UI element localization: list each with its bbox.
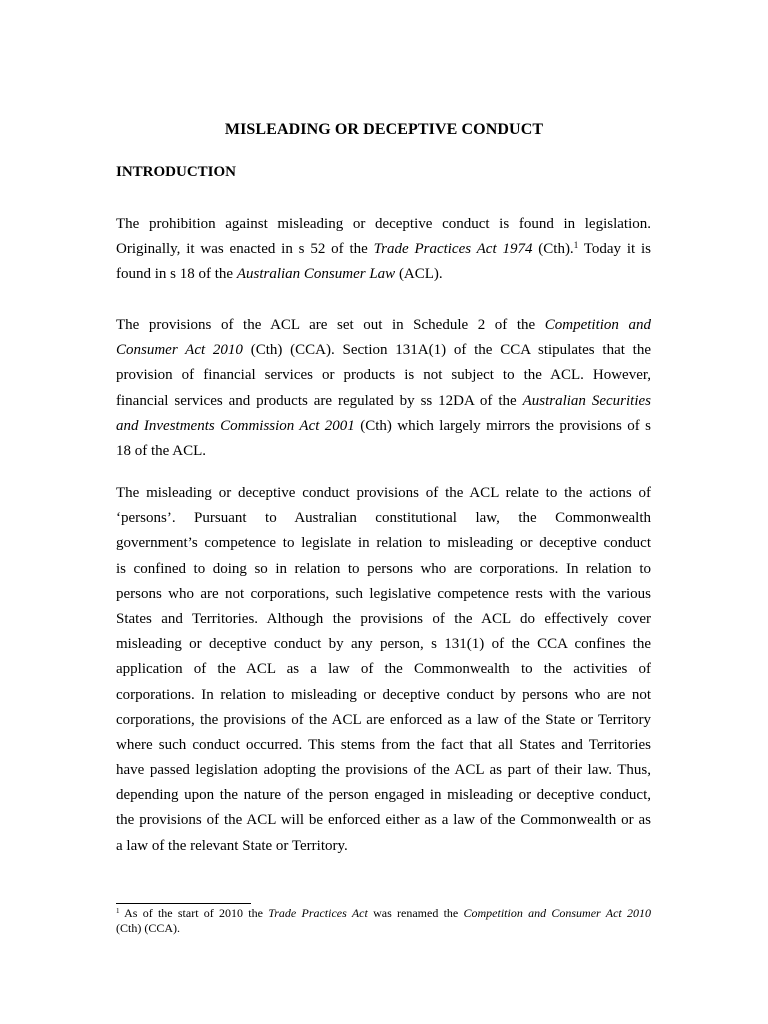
paragraph-3-line: corporations, the provisions of the ACL are enforced as a law of the State or Territory <box>116 711 651 728</box>
act-citation: Consumer Act 2010 <box>116 342 243 359</box>
paragraph-3-line: ‘persons’. Pursuant to Australian constitutional law, the Commonwealth <box>116 510 651 527</box>
footnote-line-1: $^1$ As of the start of 2010 the Trade Practices Act was renamed the Competition and Consumer Act 2010 <box>116 906 651 920</box>
paragraph-3-line: The misleading or deceptive conduct provisions of the ACL relate to the actions of <box>116 485 651 501</box>
act-citation: Trade Practices Act <box>268 906 368 920</box>
act-citation: Trade Practices Act 1974 <box>373 241 533 258</box>
paragraph-2-line-1: The provisions of the ACL are set out in Schedule 2 of the Competition and <box>116 317 651 333</box>
paragraph-2-line-3: provision of financial services or products is not subject to the ACL. However, <box>116 367 651 384</box>
section-heading: INTRODUCTION <box>116 164 237 180</box>
paragraph-3-line: misleading or deceptive conduct by any person, s 131(1) of the CCA confines the <box>116 636 651 653</box>
paragraph-3-line: have passed legislation adopting the provisions of the ACL as part of their law. Thus, <box>116 762 651 779</box>
paragraph-3-line: corporations. In relation to misleading or deceptive conduct by persons who are not <box>116 686 651 703</box>
paragraph-3-line: application of the ACL as a law of the Commonwealth to the activities of <box>116 661 651 678</box>
footnote-line-2: (Cth) (CCA). <box>116 921 180 935</box>
page-title: MISLEADING OR DECEPTIVE CONDUCT <box>224 121 544 138</box>
paragraph-3 <box>116 481 651 859</box>
act-citation: Australian Consumer Law <box>236 266 396 283</box>
paragraph-1-line-1: The prohibition against misleading or deceptive conduct is found in legislation. <box>116 216 651 232</box>
paragraph-1-line-2: Originally, it was enacted in s 52 of the Trade Practices Act 1974 (Cth).$^1$ Today it is <box>116 240 651 258</box>
paragraph-1 <box>116 212 651 288</box>
paragraph-3-line: depending upon the nature of the person engaged in misleading or deceptive conduct, <box>116 787 651 804</box>
act-citation: and Investments Commission Act 2001 <box>116 417 355 434</box>
paragraph-3-line: a law of the relevant State or Territory. <box>116 837 348 854</box>
paragraph-2-line-4: financial services and products are regulated by ss 12DA of the Australian Securities <box>116 392 651 409</box>
paragraph-3-line: the provisions of the ACL will be enforced either as a law of the Commonwealth or as <box>116 812 651 829</box>
paragraph-3-line: persons who are not corporations, such legislative competence rests with the various <box>116 585 651 602</box>
paragraph-1-line-3: found in s 18 of the Australian Consumer Law (ACL). <box>116 266 443 283</box>
paragraph-2 <box>116 313 651 464</box>
act-citation: Australian Securities <box>522 392 651 409</box>
act-citation: Competition and <box>544 317 651 333</box>
footnote-divider <box>116 903 251 904</box>
footnote-number: 1 <box>116 907 120 915</box>
paragraph-2-line-5: and Investments Commission Act 2001 (Cth) which largely mirrors the provisions of s <box>116 417 651 434</box>
footnote-marker[interactable]: 1 <box>573 240 579 251</box>
paragraph-3-line: is confined to doing so in relation to persons who are corporations. In relation to <box>116 560 651 577</box>
paragraph-3-line: government’s competence to legislate in relation to misleading or deceptive conduct <box>116 535 651 552</box>
footnote-1 <box>116 906 651 936</box>
paragraph-3-line: States and Territories. Although the provisions of the ACL do effectively cover <box>116 610 651 627</box>
act-citation: Competition and Consumer Act 2010 <box>463 906 651 920</box>
paragraph-2-line-6: 18 of the ACL. <box>116 442 206 459</box>
paragraph-2-line-2: Consumer Act 2010 (Cth) (CCA). Section 131A(1) of the CCA stipulates that the <box>116 342 652 359</box>
paragraph-3-line: where such conduct occurred. This stems from the fact that all States and Territories <box>116 736 651 753</box>
